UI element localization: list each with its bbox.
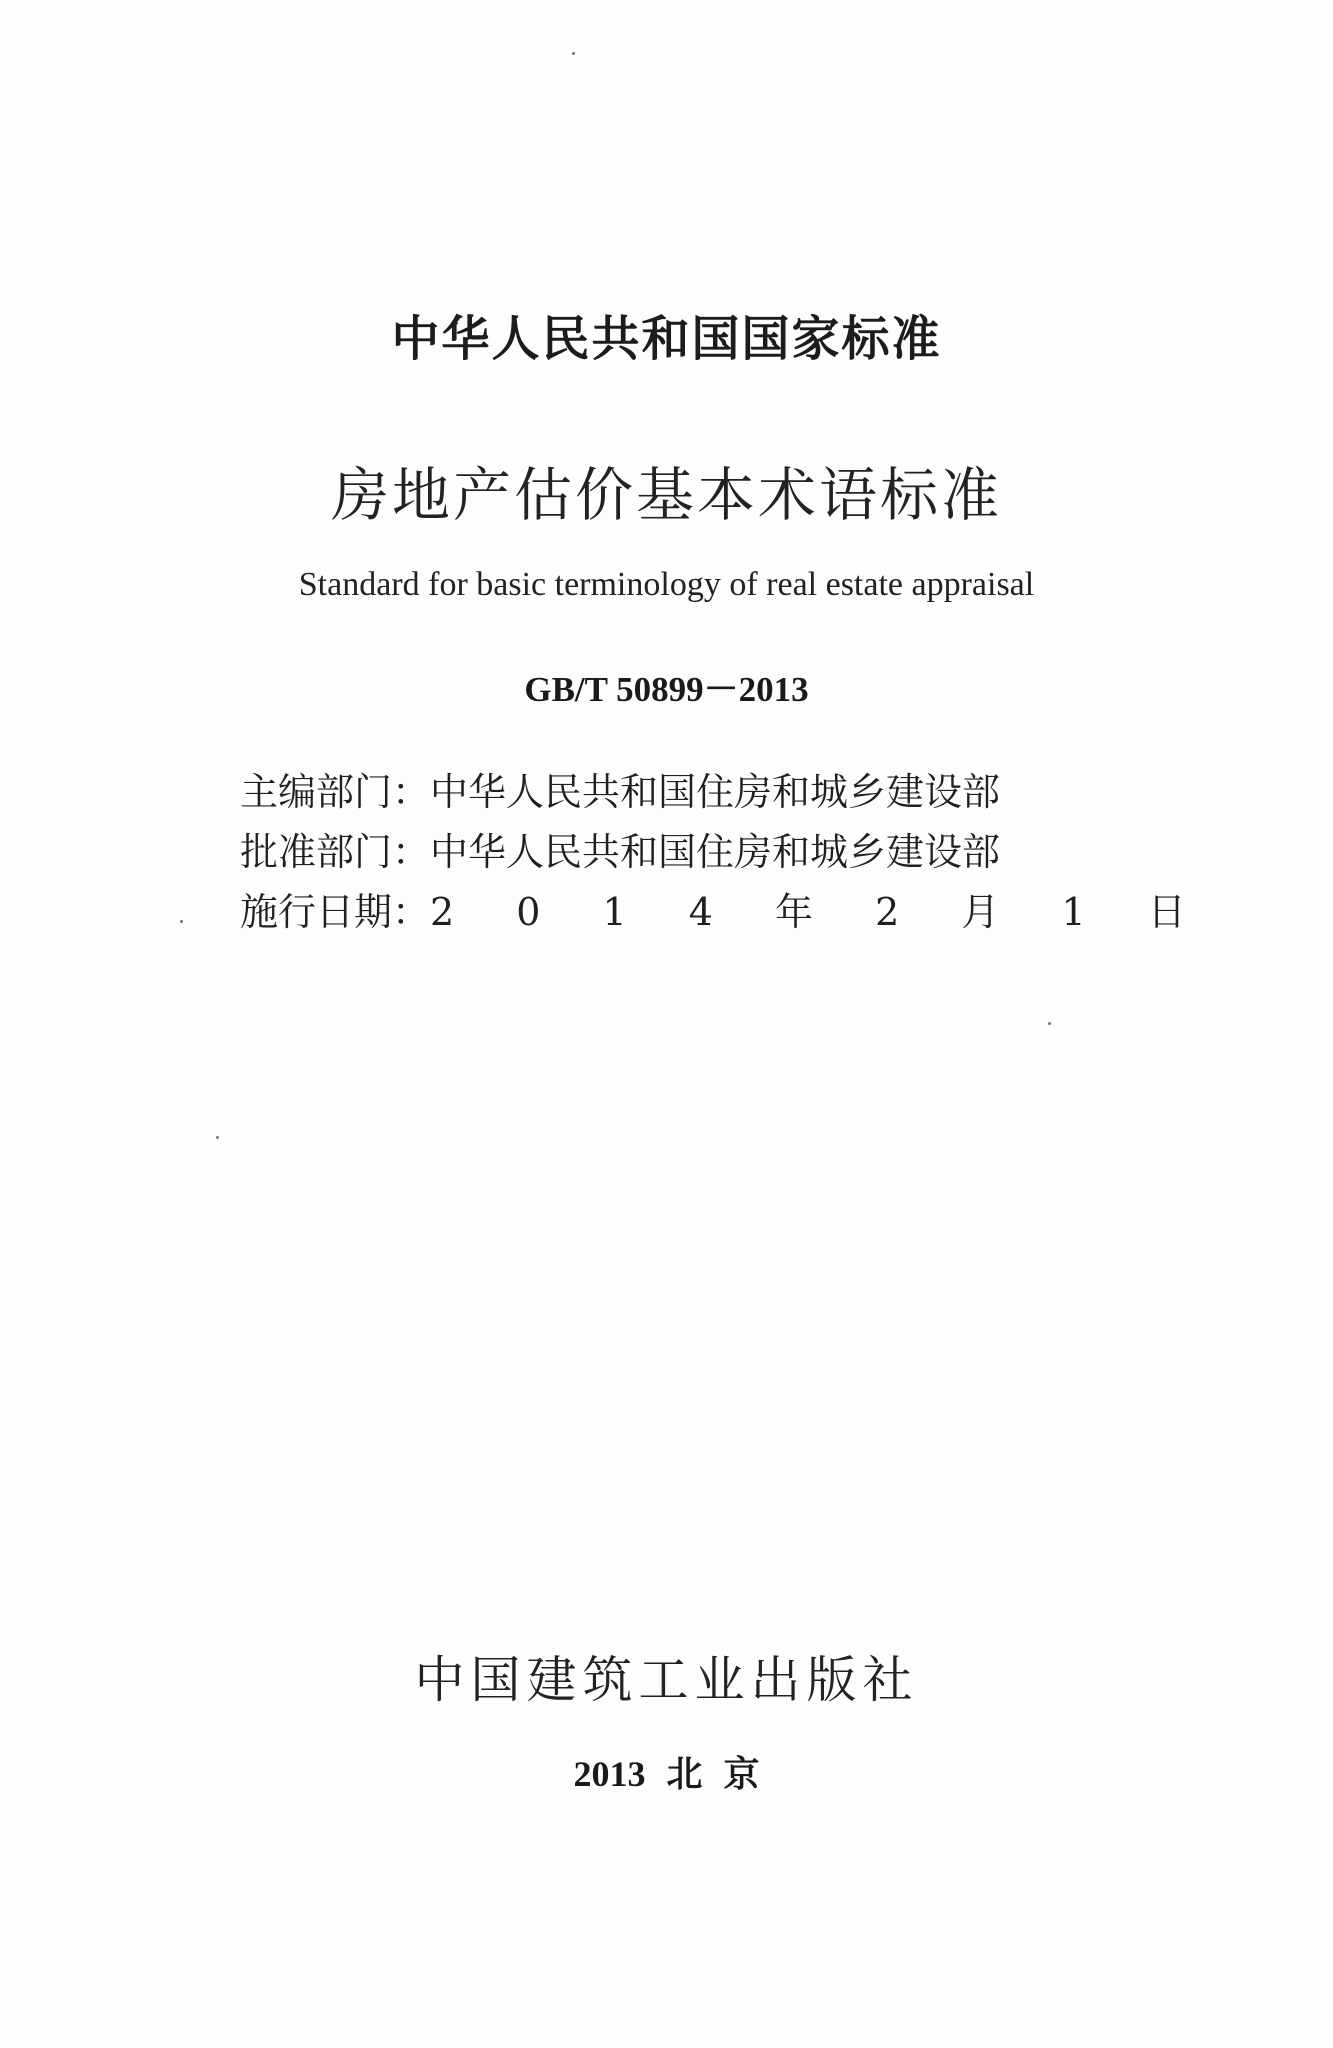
scan-speck bbox=[572, 52, 575, 55]
standard-info-block bbox=[240, 758, 1211, 938]
effective-date-value: 2 0 1 4 年 2 月 1 日 bbox=[430, 889, 1211, 934]
standard-title-chinese: 房地产估价基本术语标准 bbox=[330, 461, 1002, 529]
info-row-approver bbox=[240, 818, 1060, 878]
scan-speck bbox=[1048, 1022, 1051, 1025]
effective-date-label: 施行日期： bbox=[240, 889, 431, 934]
standard-title-english: Standard for basic terminology of real estate appraisal bbox=[298, 566, 1035, 603]
publication-year-place: 2013 北 京 bbox=[573, 1754, 760, 1794]
standard-code: GB/T 50899－2013 bbox=[524, 670, 809, 709]
approver-dept-label: 批准部门： bbox=[240, 829, 431, 874]
national-standard-heading: 中华人民共和国国家标准 bbox=[391, 311, 942, 367]
editor-dept-label: 主编部门： bbox=[240, 769, 431, 814]
editor-dept-value: 中华人民共和国住房和城乡建设部 bbox=[430, 769, 1001, 814]
info-row-editor bbox=[240, 758, 1060, 818]
scan-speck bbox=[180, 920, 183, 923]
publisher-name: 中国建筑工业出版社 bbox=[414, 1651, 919, 1709]
info-row-effective-date bbox=[240, 878, 1211, 938]
scan-speck bbox=[216, 1136, 219, 1139]
approver-dept-value: 中华人民共和国住房和城乡建设部 bbox=[430, 829, 1001, 874]
